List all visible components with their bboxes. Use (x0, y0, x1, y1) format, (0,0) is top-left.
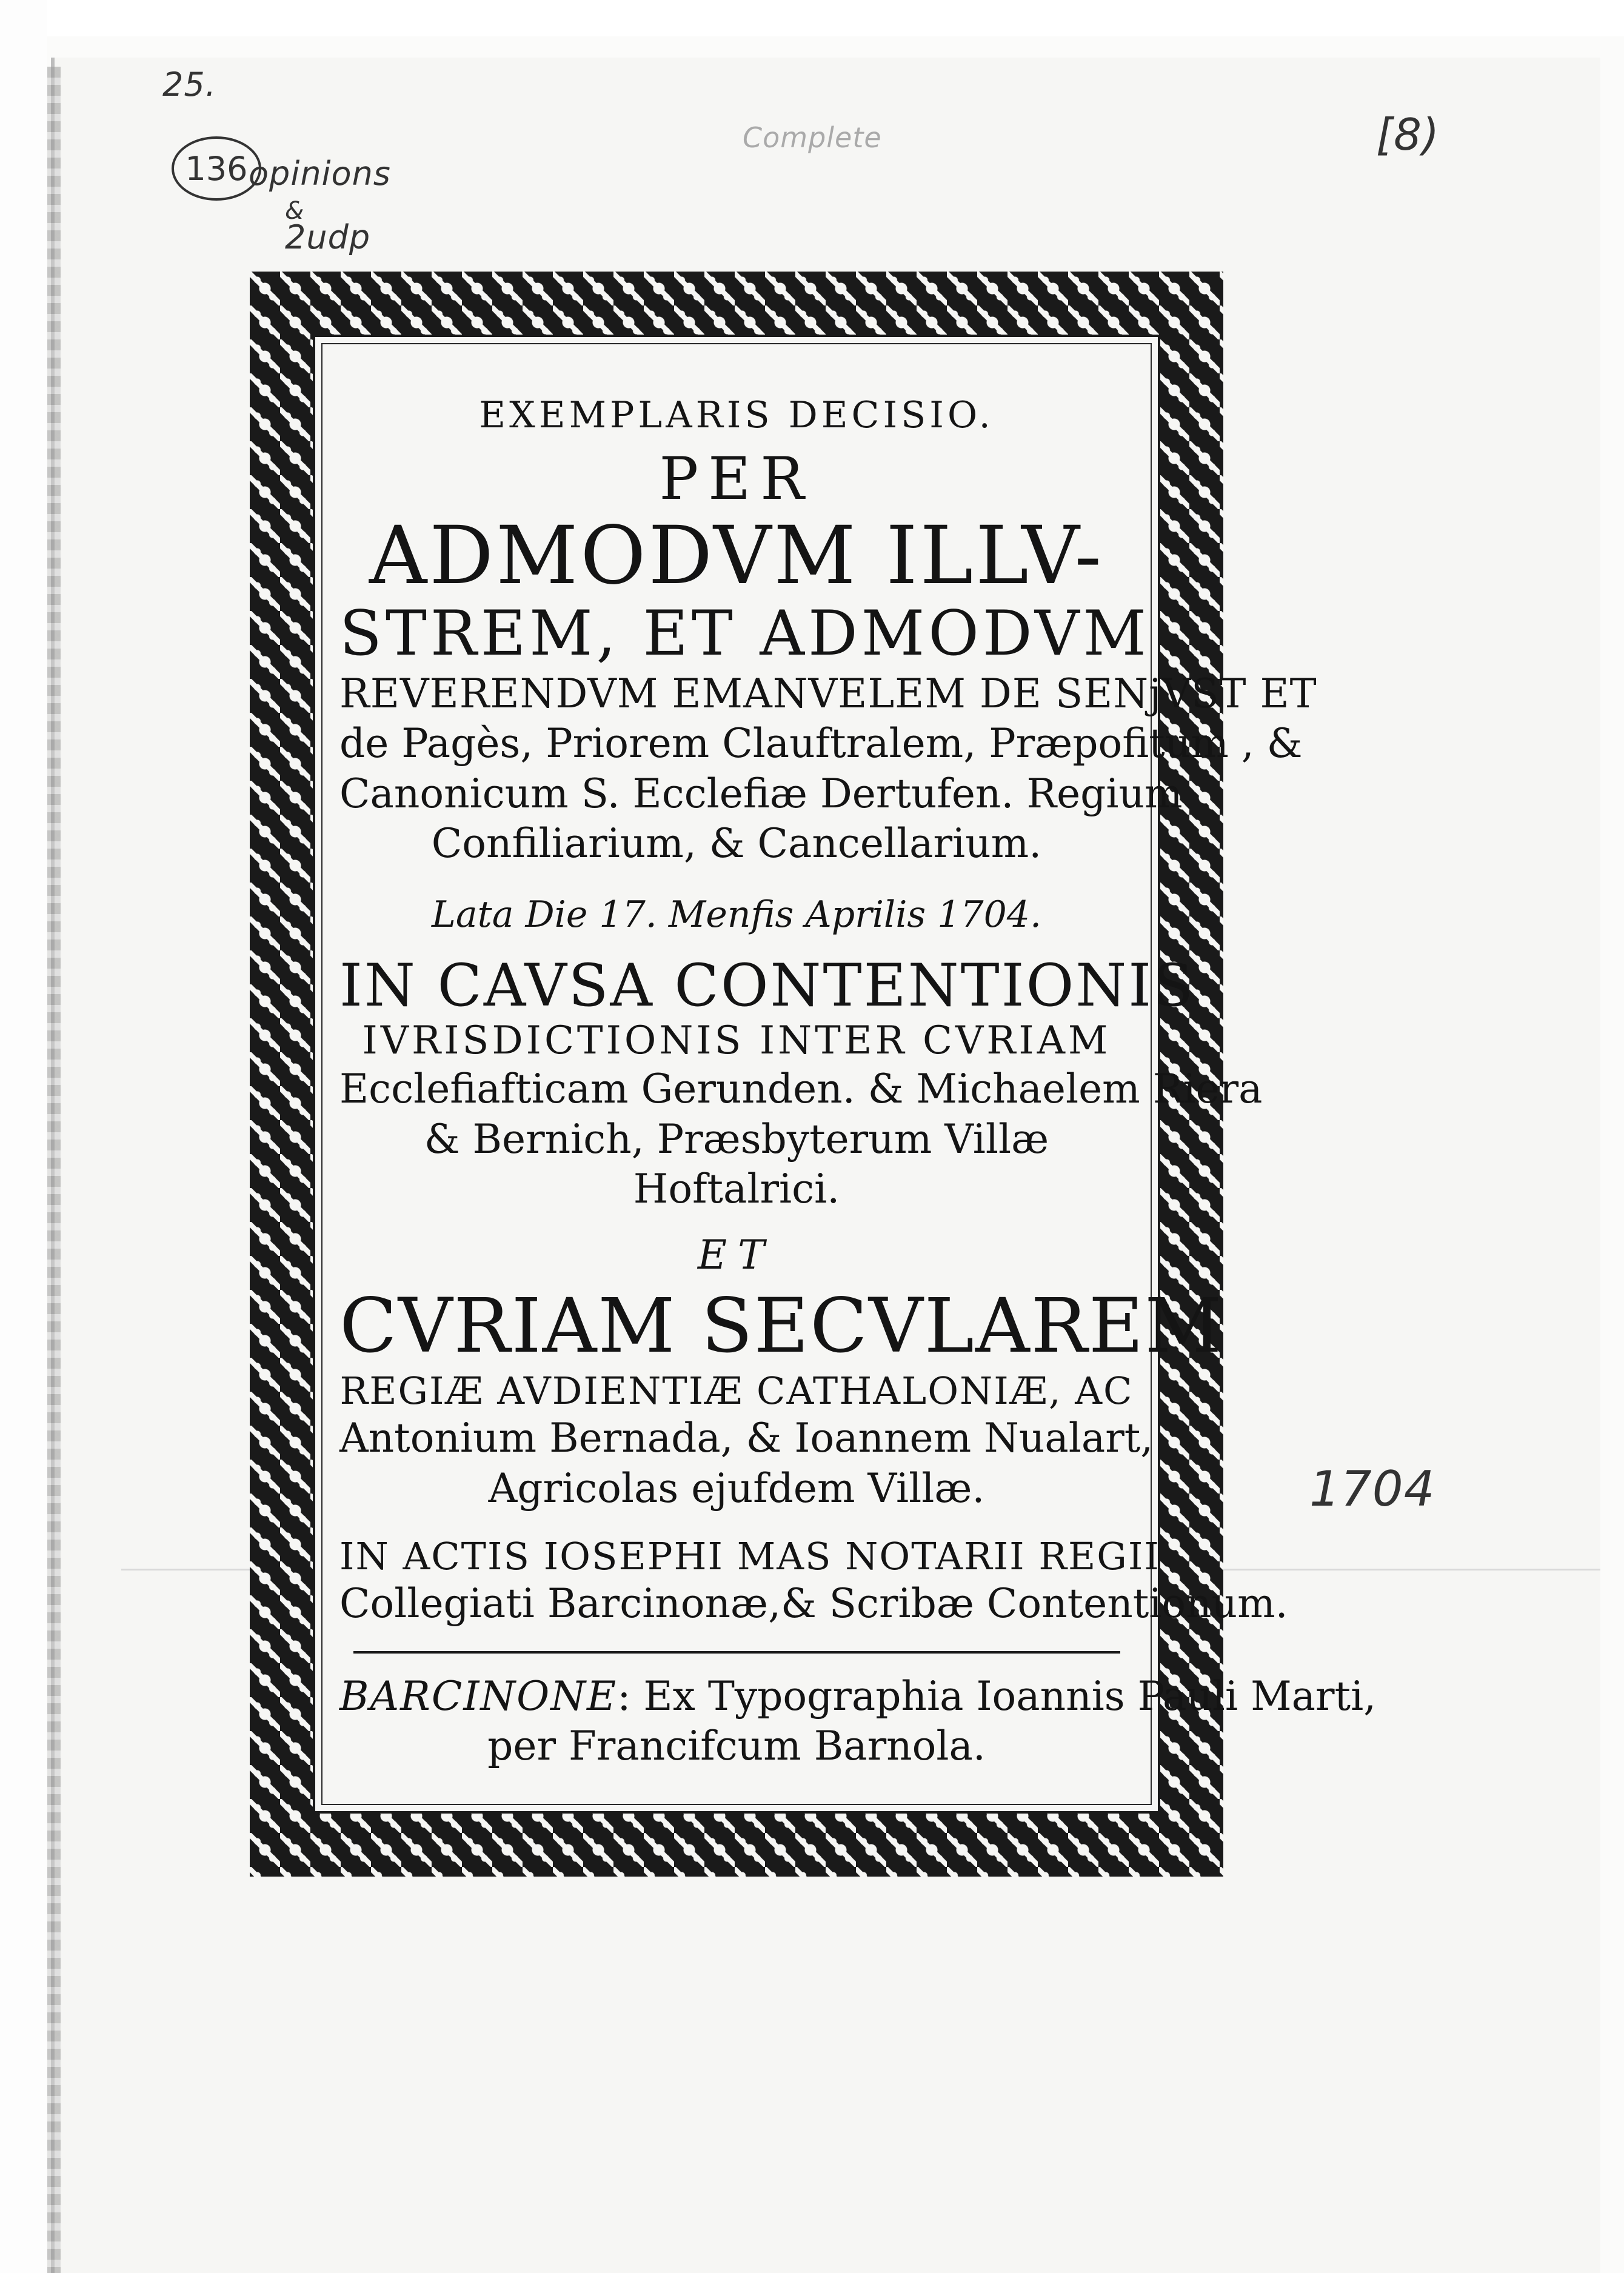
note-top-right: [8) (1376, 109, 1440, 160)
pages-line: de Pagès, Priorem Clauftralem, Præpofitum , & (339, 720, 1303, 767)
bernich-line: & Bernich, Præsbyterum Villæ (424, 1115, 1049, 1163)
scan-background-left (0, 0, 47, 2273)
iurisdictionis-line: IVRISDICTIONIS INTER CVRIAM (362, 1018, 1111, 1064)
note-top-center-faint: Complete (743, 121, 882, 154)
circled-number: 136 (172, 136, 261, 201)
heading: EXEMPLARIS DECISIO. (479, 394, 994, 436)
title-page-text (339, 376, 1377, 1772)
ecclesiasticam-line: Ecclefiafticam Gerunden. & Michaelem Riera (339, 1066, 1263, 1113)
big-line-2: STREM, ET ADMODVM (339, 597, 1150, 670)
printer-line: per Francifcum Barnola. (487, 1723, 986, 1770)
curiam-secularem-line: CVRIAM SECVLAREM (339, 1282, 1223, 1370)
big-line-1: ADMODVM ILLV- (369, 509, 1104, 602)
per-line: PER (659, 445, 814, 513)
note-right-margin-year: 1704 (1309, 1461, 1435, 1517)
et-line: ET (697, 1231, 776, 1278)
margin-note-ampersand: & (285, 197, 305, 225)
actis-line: IN ACTIS IOSEPHI MAS NOTARII REGII (339, 1534, 1160, 1579)
imprint-line (339, 1672, 1377, 1722)
reverendum-line: REVERENDVM EMANVELEM DE SENjVST ET (339, 670, 1317, 717)
canonicum-line: Canonicum S. Ecclefiæ Dertufen. Regium (339, 770, 1183, 817)
note-top-left-number: 25. (162, 65, 216, 104)
binding-edge (47, 67, 61, 2273)
consiliarium-line: Confiliarium, & Cancellarium. (431, 820, 1042, 867)
hostalrici-line: Hoftalrici. (633, 1166, 840, 1213)
regiae-line: REGIÆ AVDIENTIÆ CATHALONIÆ, AC (339, 1368, 1134, 1413)
scan-background-top (0, 0, 1624, 36)
collegiati-line: Collegiati Barcinonæ,& Scribæ Contentionum. (339, 1580, 1288, 1627)
agricolas-line: Agricolas ejufdem Villæ. (488, 1464, 985, 1512)
causa-line: IN CAVSA CONTENTIONIS (339, 951, 1195, 1020)
date-line: Lata Die 17. Menfis Aprilis 1704. (431, 893, 1042, 936)
spacer (339, 1514, 1134, 1534)
margin-note-2udp: 2udp (285, 218, 371, 256)
antonium-line: Antonium Bernada, & Ioannem Nualart, (339, 1415, 1154, 1462)
horizontal-rule (353, 1651, 1120, 1654)
margin-note-opinions: opinions (249, 155, 391, 193)
imprint-text: : Ex Typographia Ioannis Pauli Marti, (617, 1672, 1377, 1720)
imprint-place: BARCINONE (339, 1672, 618, 1720)
